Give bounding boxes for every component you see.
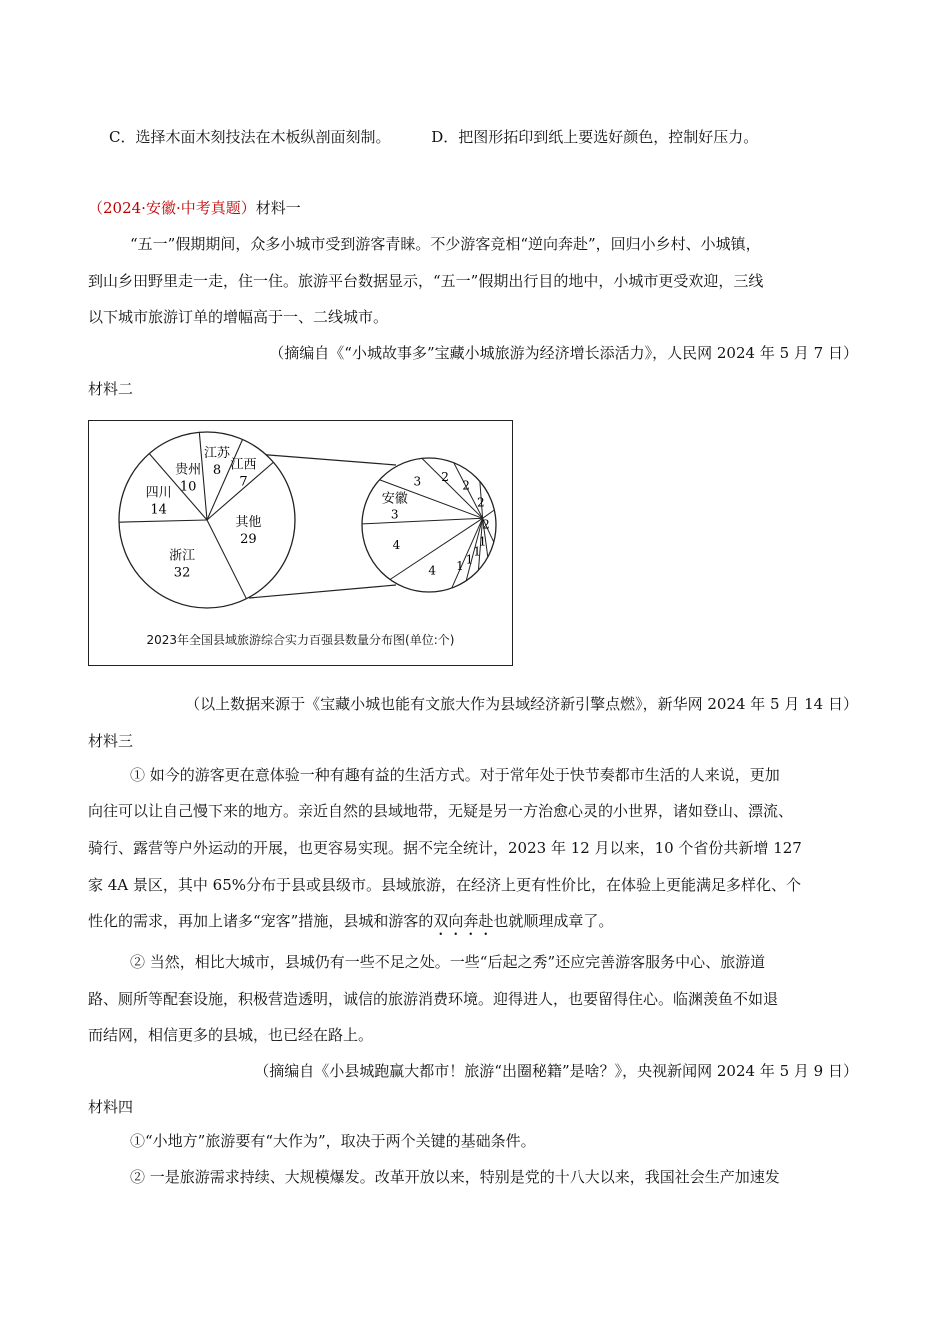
m1-line-3: 以下城市旅游订单的增幅高于一、二线城市。 bbox=[88, 308, 389, 326]
m3-line-6: ② 当然，相比大城市，县城仍有一些不足之处。一些“后起之秀”还应完善游客服务中心、旅游道 bbox=[130, 953, 766, 971]
m3-source: （摘编自《小县城跑赢大都市！旅游“出圈秘籍”是啥？》，央视新闻网 2024 年 5 月 9 日） bbox=[254, 1062, 858, 1080]
breakdown-slice-value: 2 bbox=[482, 517, 490, 532]
main-slice-label: 江苏 bbox=[204, 446, 231, 462]
m1-line-2: 到山乡田野里走一走，住一住。旅游平台数据显示，“五一”假期出行目的地中，小城市更受欢迎，三线 bbox=[88, 272, 764, 290]
connector-line-bottom bbox=[249, 585, 396, 598]
material-1-title: 材料一 bbox=[255, 199, 301, 217]
main-slice-value: 7 bbox=[239, 474, 248, 490]
connector-line-top bbox=[256, 454, 396, 465]
m3-line-1: ① 如今的游客更在意体验一种有趣有益的生活方式。对于常年处于快节奏都市生活的人来说，更加 bbox=[130, 766, 780, 784]
breakdown-slice-value: 4 bbox=[392, 538, 401, 553]
m4-line-1: ①“小地方”旅游要有“大作为”，取决于两个关键的基础条件。 bbox=[130, 1132, 536, 1150]
option-c[interactable]: C．选择木面木刻技法在木板纵剖面刻制。 bbox=[109, 128, 391, 146]
chart-title: 2023年全国县域旅游综合实力百强县数量分布图(单位:个) bbox=[146, 633, 455, 647]
m3-line-5-post: 也就顺理成章了。 bbox=[493, 912, 614, 930]
emphasized-phrase: 双向奔赴 bbox=[433, 912, 494, 930]
breakdown-slice-value: 4 bbox=[428, 563, 437, 578]
breakdown-slice-value: 2 bbox=[441, 469, 449, 484]
main-slice-label: 其他 bbox=[235, 515, 262, 531]
main-slice-label: 浙江 bbox=[169, 548, 196, 564]
m1-line-1: “五一”假期期间，众多小城市受到游客青睐。不少游客竞相“逆向奔赴”，回归小乡村、小城镇， bbox=[130, 235, 761, 253]
main-slice-value: 10 bbox=[179, 479, 197, 495]
main-slice-value: 14 bbox=[150, 502, 167, 518]
breakdown-slice-value: 2 bbox=[462, 478, 470, 493]
breakdown-slice-value: 3 bbox=[390, 507, 399, 522]
m3-line-4: 家 4A 景区，其中 65%分布于县或县级市。县域旅游，在经济上更有性价比，在体验上更能满足多样化、个 bbox=[88, 876, 802, 894]
m3-line-5 bbox=[88, 911, 613, 939]
m4-line-2: ② 一是旅游需求持续、大规模爆发。改革开放以来，特别是党的十八大以来，我国社会生产加速发 bbox=[130, 1168, 780, 1186]
m3-line-2: 向往可以让自己慢下来的地方。亲近自然的县域地带，无疑是另一方治愈心灵的小世界，诸如登山、漂流、 bbox=[88, 802, 794, 820]
main-slice-label: 四川 bbox=[145, 485, 172, 501]
m3-line-8: 而结网，相信更多的县城，也已经在路上。 bbox=[88, 1026, 374, 1044]
option-d[interactable]: D．把图形拓印到纸上要选好颜色，控制好压力。 bbox=[431, 128, 759, 146]
m3-line-5-pre: 性化的需求，再加上诸多“宠客”措施，县城和游客的 bbox=[88, 912, 434, 930]
breakdown-slice-value: 1 bbox=[478, 534, 487, 549]
breakdown-slice-value: 2 bbox=[477, 495, 485, 510]
breakdown-slice-label: 安徽 bbox=[381, 491, 408, 507]
material-4-title: 材料四 bbox=[88, 1098, 134, 1116]
main-slice-value: 32 bbox=[173, 565, 191, 581]
answer-options bbox=[109, 127, 758, 147]
main-slice-label: 江西 bbox=[230, 457, 257, 473]
breakdown-slice-value: 1 bbox=[456, 558, 464, 573]
main-slice-value: 8 bbox=[212, 463, 222, 479]
breakdown-slice-value: 1 bbox=[465, 552, 474, 567]
m3-line-7: 路、厕所等配套设施，积极营造透明，诚信的旅游消费环境。迎得进人，也要留得住心。临渊羡鱼不如退 bbox=[88, 990, 779, 1008]
source-tag: （2024·安徽·中考真题） bbox=[88, 199, 256, 217]
main-slice-label: 贵州 bbox=[175, 462, 202, 478]
main-slice-value: 29 bbox=[240, 532, 257, 548]
m2-source: （以上数据来源于《宝藏小城也能有文旅大作为县域经济新引擎点燃》，新华网 2024 年 5 月 14 日） bbox=[185, 695, 858, 713]
breakdown-slice-value: 1 bbox=[473, 544, 481, 559]
pie-chart-figure bbox=[88, 420, 513, 666]
m3-line-3: 骑行、露营等户外运动的开展，也更容易实现。据不完全统计，2023 年 12 月以来，10 个省份共新增 127 bbox=[88, 839, 802, 857]
material-1-header bbox=[88, 198, 301, 218]
material-3-title: 材料三 bbox=[88, 732, 134, 750]
material-2-title: 材料二 bbox=[88, 380, 134, 398]
breakdown-slice-value: 3 bbox=[413, 474, 422, 489]
m1-source: （摘编自《“小城故事多”宝藏小城旅游为经济增长添活力》，人民网 2024 年 5 月 7 日） bbox=[269, 344, 858, 362]
